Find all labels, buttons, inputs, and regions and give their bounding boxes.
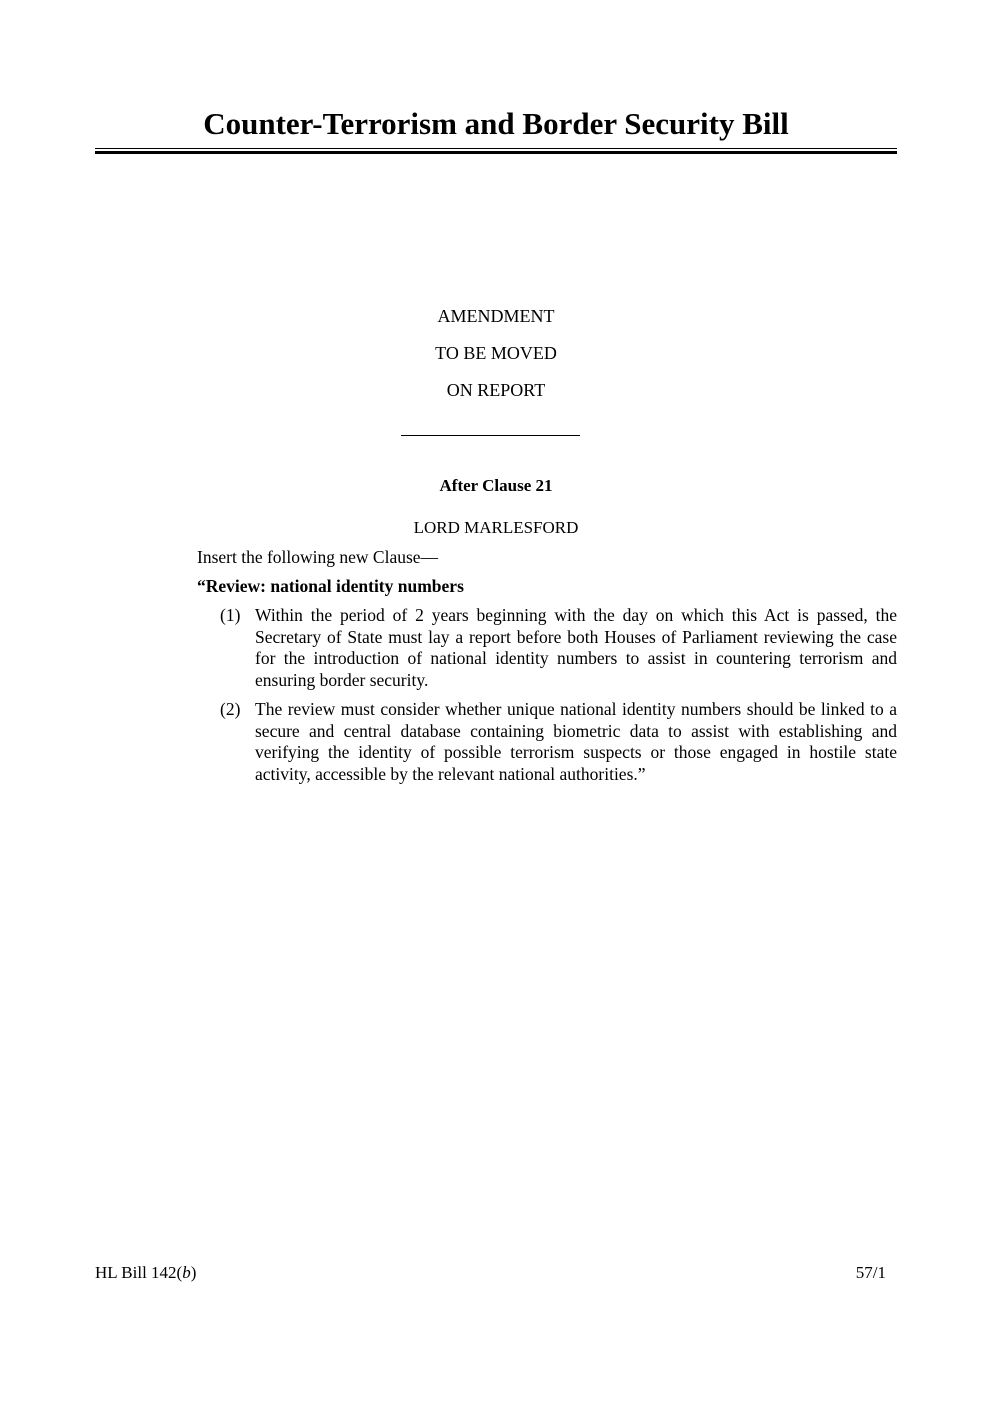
heading-to-be-moved: TO BE MOVED	[435, 343, 557, 363]
bill-title: Counter-Terrorism and Border Security Bill	[203, 106, 789, 141]
instruction-text: Insert the following new Clause—	[197, 547, 439, 567]
bill-number-close: )	[190, 1263, 197, 1282]
heading-on-report: ON REPORT	[446, 380, 546, 400]
bill-number-prefix: HL Bill 142(	[95, 1263, 183, 1282]
subsection-1	[220, 605, 897, 692]
subsection-text: Within the period of 2 years beginning with the day on which this Act is passed, the Secretary of State must lay a report before both Houses of Parliament reviewing the case for the introduction of national identity numbers to assist in countering terrorism and ensuring border security.	[255, 605, 897, 691]
title-rule-thick	[95, 151, 897, 154]
subsection-number: (1)	[220, 605, 241, 625]
heading-amendment: AMENDMENT	[437, 306, 555, 326]
bill-number	[95, 1263, 196, 1283]
subsection-number: (2)	[220, 699, 241, 719]
section-divider	[401, 435, 580, 436]
title-rule-thin	[95, 148, 897, 149]
clause-reference: After Clause 21	[439, 476, 553, 495]
subsection-2	[220, 699, 897, 786]
new-clause-title: “Review: national identity numbers	[197, 576, 464, 596]
mover-name: LORD MARLESFORD	[413, 518, 579, 537]
subsection-text: The review must consider whether unique national identity numbers should be linked to a secure and central database containing biometric data to assist with establishing and verifying the identity of possible terrorism suspects or those engaged in hostile state activity, accessible by the relevant national authorities.”	[255, 699, 897, 785]
bill-number-suffix: b	[182, 1263, 191, 1282]
page-reference: 57/1	[855, 1263, 886, 1282]
